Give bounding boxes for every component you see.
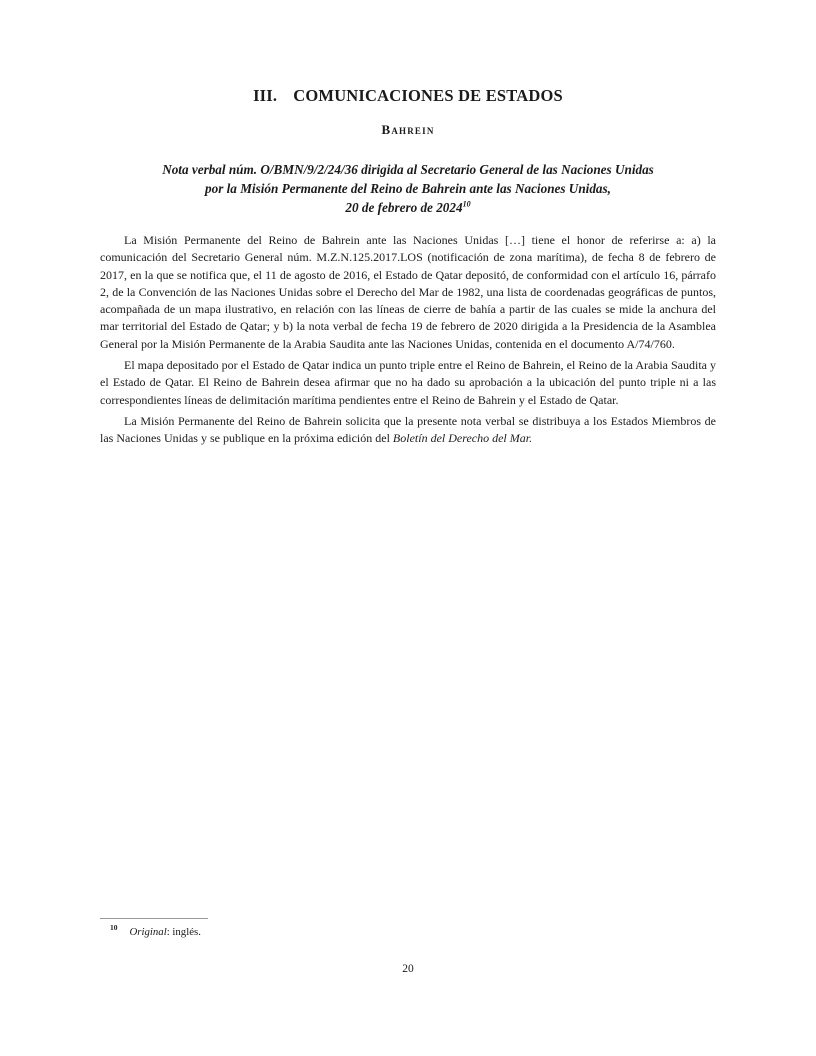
publication-title: Boletín del Derecho del Mar. [392, 431, 533, 446]
chapter-title-text: COMUNICACIONES DE ESTADOS [293, 86, 563, 105]
paragraph-1: La Misión Permanente del Reino de Bahrein ante las Naciones Unidas […] tiene el honor de referirse a: a) la comunicación del Secretario General núm. M.Z.N.125.2017.LOS (notificación de zona marítima), de fecha 8 de febrero de 2017, en la que se notifica que, el 11 de agosto de 2016, el Estado de Qatar depositó, de conformidad con el artículo 16, párrafo 2, de la Convención de las Naciones Unidas sobre el Derecho del Mar de 1982, una lista de coordenadas geográficas de puntos, acompañada de un mapa ilustrativo, en relación con las líneas de cierre de bahía a partir de las cuales se mide la anchura del mar territorial del Estado de Qatar; y b) la nota verbal de fecha 19 de febrero de 2020 dirigida a la Presidencia de la Asamblea General por la Misión Permanente de la Arabia Saudita ante las Naciones Unidas, contenida en el documento A/74/760. [100, 233, 716, 351]
note-heading-line2: por la Misión Permanente del Reino de Bahrein ante las Naciones Unidas, [205, 181, 611, 196]
paragraph-3 [100, 413, 716, 448]
chapter-title [100, 86, 716, 106]
chapter-numeral: III. [253, 86, 278, 105]
footnote-number: 10 [110, 923, 118, 933]
note-body [100, 232, 716, 448]
footnote-reference-marker: 10 [462, 199, 471, 209]
note-heading-date: 20 de febrero de 2024 [345, 200, 463, 215]
paragraph-2: El mapa depositado por el Estado de Qatar indica un punto triple entre el Reino de Bahrein, el Reino de la Arabia Saudita y el Estado de Qatar. El Reino de Bahrein desea afirmar que no ha dado su aprobación a la ubicación del punto triple ni a las correspondientes líneas de delimitación marítima pendientes entre el Reino de Bahrein y el Estado de Qatar. [100, 358, 716, 407]
note-heading-line1: Nota verbal núm. O/BMN/9/2/24/36 dirigida al Secretario General de las Naciones Unidas [162, 162, 654, 177]
footnote-separator-rule [100, 918, 208, 919]
page-content [0, 0, 816, 448]
footnote [100, 918, 208, 938]
note-verbal-heading [100, 160, 716, 217]
country-heading: Bahrein [381, 122, 435, 137]
footnote-text: : inglés. [166, 926, 201, 938]
page-number: 20 [402, 963, 414, 975]
footnote-text-line [100, 923, 208, 938]
footnote-label: Original [129, 926, 167, 938]
note-heading-line3 [100, 198, 716, 217]
paragraph-3-text: La Misión Permanente del Reino de Bahrein solicita que la presente nota verbal se distribuya a los Estados Miembros de las Naciones Unidas y se publique en la próxima edición del [100, 413, 716, 446]
